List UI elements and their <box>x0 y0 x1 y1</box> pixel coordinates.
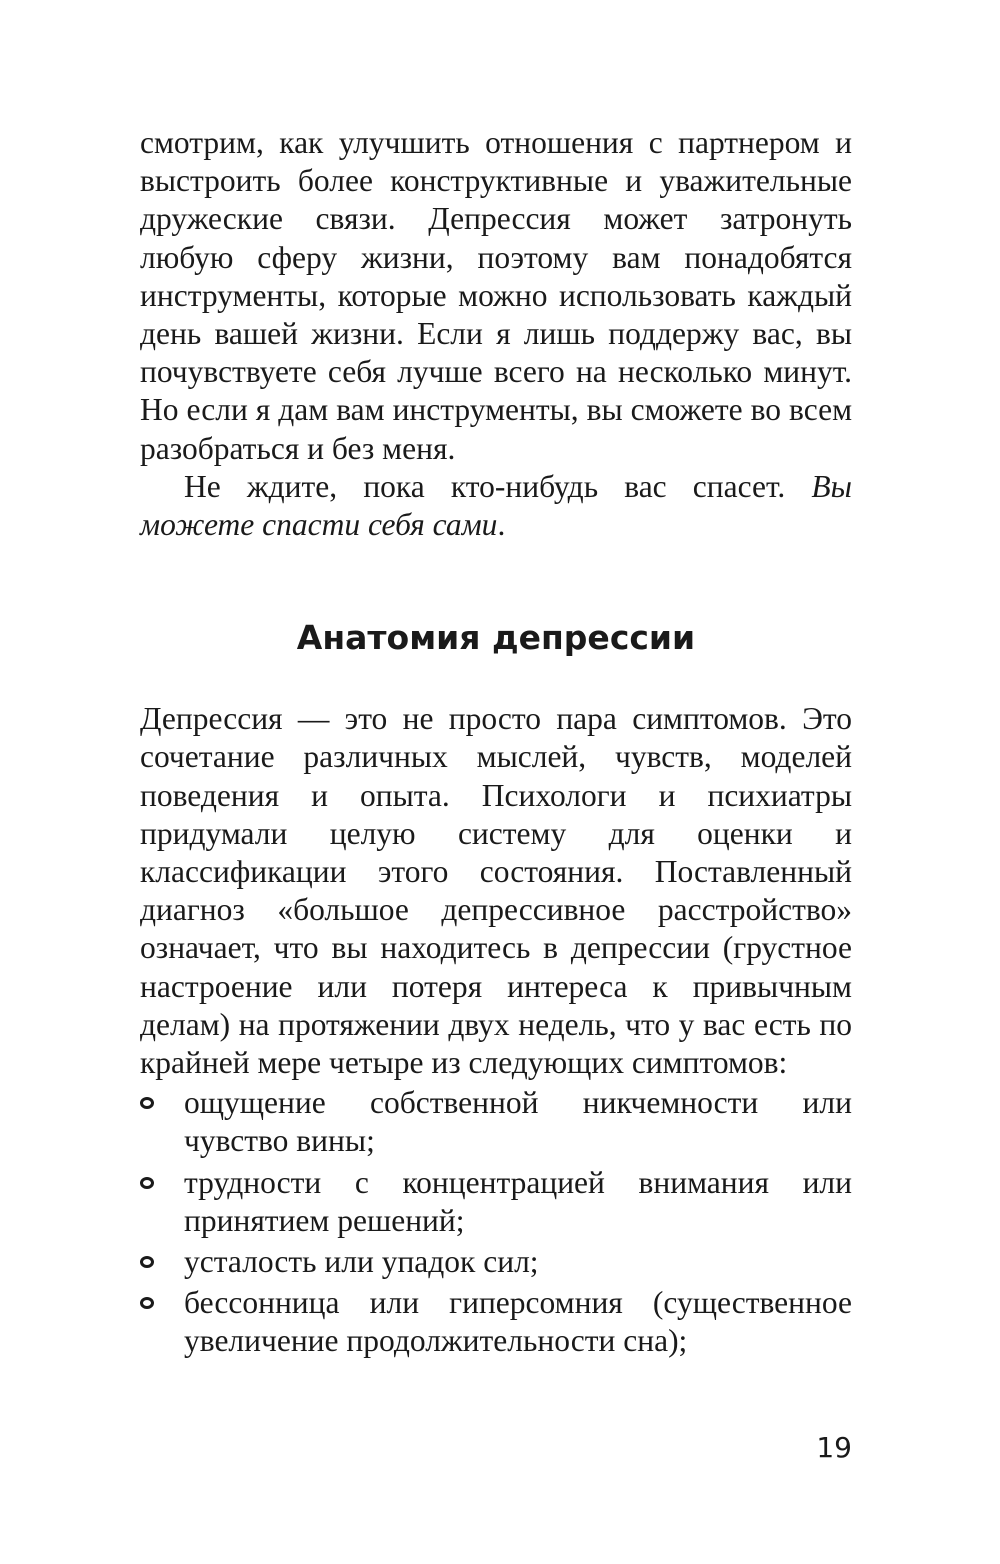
circle-bullet-icon <box>140 1297 154 1309</box>
list-item <box>140 1164 852 1240</box>
page-number: 19 <box>816 1431 852 1464</box>
call-to-action-paragraph <box>140 468 852 544</box>
list-item-text: бессонница или гиперсомния (существенное увеличение продолжительности сна); <box>184 1285 852 1359</box>
call-to-action-end: . <box>497 507 506 543</box>
symptom-list <box>140 1084 852 1360</box>
circle-bullet-icon <box>140 1177 154 1189</box>
section-heading: Анатомия депрессии <box>296 618 696 658</box>
intro-paragraph: смотрим, как улучшить отношения с партнером и выстроить более конструктивные и уважительные дружеские связи. Депрессия может затронуть любую сферу жизни, поэтому вам понадобятся инструменты, которые можно использовать каждый день вашей жизни. Если я лишь поддержу вас, вы почувствуете себя лучше всего на несколько минут. Но если я дам вам инструменты, вы сможете во всем разобраться и без меня. <box>140 125 852 466</box>
list-item-text: усталость или упадок сил; <box>184 1244 539 1280</box>
call-to-action-text: Не ждите, пока кто-нибудь вас спасет. <box>184 468 812 504</box>
page-content <box>140 124 852 1361</box>
list-item <box>140 1243 852 1281</box>
section-paragraph: Депрессия — это не просто пара симптомов. Это сочетание различных мыслей, чувств, моделей поведения и опыта. Психологи и психиатры придумали целую систему для оценки и классификации этого состояния. Поставленный диагноз «большое депрессивное расстройство» означает, что вы находитесь в депрессии (грустное настроение или потеря интереса к привычным делам) на протяжении двух недель, что у вас есть по крайней мере четыре из следующих симптомов: <box>140 701 852 1081</box>
call-to-action-emphasis: Вы можете спасти себя сами <box>140 468 852 543</box>
list-item-text: ощущение собственной никчемности или чувство вины; <box>184 1085 852 1159</box>
circle-bullet-icon <box>140 1097 154 1109</box>
circle-bullet-icon <box>140 1256 154 1268</box>
list-item-text: трудности с концентрацией внимания или принятием решений; <box>184 1164 852 1238</box>
list-item <box>140 1284 852 1360</box>
list-item <box>140 1084 852 1160</box>
